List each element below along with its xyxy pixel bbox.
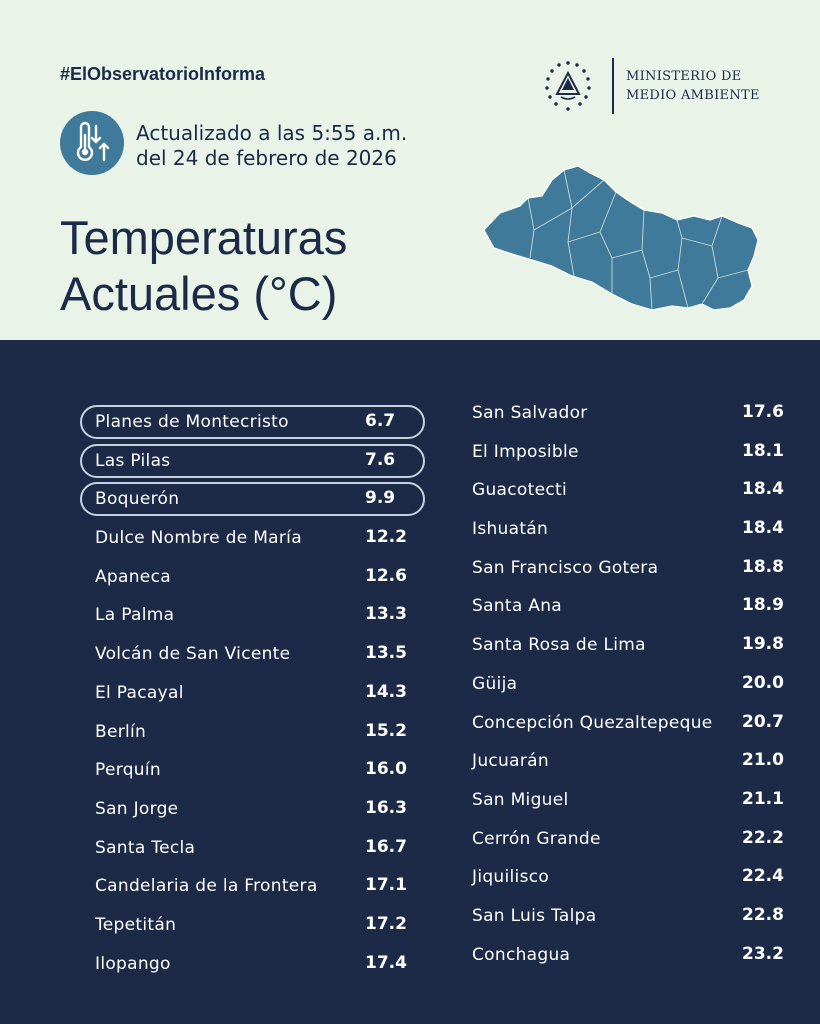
station-row — [460, 866, 795, 908]
station-name: El Pacayal — [95, 682, 184, 703]
station-row — [460, 672, 795, 715]
station-row — [460, 711, 795, 754]
station-name: Tepetitán — [95, 914, 177, 935]
station-temperature: 18.4 — [742, 518, 784, 539]
station-name: Conchagua — [472, 944, 571, 965]
station-row — [80, 753, 425, 792]
station-name: Apaneca — [95, 566, 171, 587]
station-row — [80, 598, 425, 637]
station-temperature: 12.2 — [365, 527, 407, 548]
station-temperature: 12.6 — [365, 565, 407, 586]
station-temperature: 18.4 — [742, 479, 784, 500]
stations-list-left — [80, 405, 425, 985]
station-temperature: 19.8 — [742, 634, 784, 655]
station-temperature: 18.9 — [742, 595, 784, 616]
header-panel — [0, 0, 820, 340]
station-temperature: 17.4 — [365, 952, 407, 973]
station-row — [80, 676, 425, 715]
ministry-name — [626, 67, 760, 105]
station-temperature: 7.6 — [365, 449, 396, 470]
station-name: Berlín — [95, 721, 147, 742]
station-row — [80, 521, 425, 560]
station-row — [460, 402, 795, 444]
update-timestamp — [136, 121, 407, 171]
station-row — [80, 831, 425, 870]
station-temperature: 16.7 — [365, 836, 407, 857]
station-row — [80, 560, 425, 599]
station-temperature: 14.3 — [365, 681, 407, 702]
station-row — [80, 869, 425, 908]
station-row — [460, 556, 795, 599]
station-temperature: 9.9 — [365, 488, 396, 509]
station-temperature: 6.7 — [365, 411, 396, 431]
station-row — [460, 750, 795, 792]
station-name: San Francisco Gotera — [472, 557, 659, 578]
station-row — [80, 908, 425, 947]
stations-list-right — [460, 402, 795, 985]
station-name: San Salvador — [472, 403, 588, 423]
station-row — [80, 792, 425, 831]
station-temperature: 20.7 — [742, 711, 784, 732]
station-name: Cerrón Grande — [472, 828, 601, 849]
station-temperature: 13.3 — [365, 604, 407, 625]
title-line-1: Temperaturas — [60, 211, 348, 264]
update-time: Actualizado a las 5:55 a.m. — [136, 121, 408, 145]
station-name: Candelaria de la Frontera — [95, 876, 318, 897]
station-name: San Luis Talpa — [472, 905, 597, 926]
ministry-line-2: MEDIO AMBIENTE — [626, 88, 760, 103]
station-temperature: 17.6 — [742, 402, 784, 422]
highlighted-station-row — [80, 405, 425, 439]
station-temperature: 16.3 — [365, 797, 407, 818]
station-row — [460, 788, 795, 831]
station-row — [80, 947, 425, 986]
station-temperature: 16.0 — [365, 759, 407, 780]
station-name: Volcán de San Vicente — [95, 644, 291, 665]
el-salvador-seal-icon — [539, 57, 597, 115]
station-row — [460, 904, 795, 947]
station-temperature: 23.2 — [742, 943, 784, 964]
station-temperature: 18.1 — [742, 440, 784, 461]
station-name: Dulce Nombre de María — [95, 528, 302, 549]
station-row — [460, 634, 795, 676]
title-line-2: Actuales (°C) — [60, 267, 338, 320]
station-name: Santa Rosa de Lima — [472, 635, 646, 656]
station-temperature: 18.8 — [742, 556, 784, 577]
station-name: Planes de Montecristo — [95, 412, 289, 432]
station-name: Jiquilisco — [472, 867, 550, 888]
ministry-line-1: MINISTERIO DE — [626, 69, 742, 84]
station-name: Boquerón — [95, 489, 180, 510]
hashtag: #ElObservatorioInforma — [60, 64, 266, 84]
station-name: San Jorge — [95, 798, 179, 819]
station-temperature: 22.8 — [742, 904, 784, 925]
page-title — [60, 210, 347, 322]
station-name: Ishuatán — [472, 519, 549, 540]
station-name: San Miguel — [472, 789, 569, 810]
el-salvador-map — [482, 158, 762, 316]
update-date: del 24 de febrero de 2026 — [136, 146, 397, 170]
station-name: Santa Ana — [472, 596, 562, 617]
station-name: El Imposible — [472, 441, 579, 462]
highlighted-station-row — [80, 482, 425, 516]
station-temperature: 17.1 — [365, 875, 407, 896]
station-name: Güija — [472, 673, 518, 694]
station-temperature: 22.2 — [742, 827, 784, 848]
station-row — [80, 637, 425, 676]
station-name: Santa Tecla — [95, 837, 196, 858]
station-row — [460, 827, 795, 870]
station-temperature: 17.2 — [365, 913, 407, 934]
highlighted-station-row — [80, 444, 425, 478]
station-temperature: 15.2 — [365, 720, 407, 741]
station-name: Las Pilas — [95, 450, 171, 471]
station-name: Ilopango — [95, 953, 171, 974]
station-row — [80, 715, 425, 754]
station-row — [460, 518, 795, 560]
station-temperature: 21.1 — [742, 788, 784, 809]
station-name: Perquín — [95, 760, 161, 781]
station-row — [460, 595, 795, 637]
station-temperature: 20.0 — [742, 672, 784, 693]
station-name: Jucuarán — [472, 751, 549, 772]
ministry-divider — [612, 58, 614, 114]
station-name: La Palma — [95, 605, 175, 626]
station-row — [460, 479, 795, 521]
station-temperature: 13.5 — [365, 643, 407, 664]
station-row — [460, 440, 795, 483]
station-row — [460, 943, 795, 986]
station-temperature: 22.4 — [742, 866, 784, 887]
station-name: Concepción Quezaltepeque — [472, 712, 713, 733]
station-temperature: 21.0 — [742, 750, 784, 771]
thermometer-arrows-icon — [60, 111, 124, 175]
station-name: Guacotecti — [472, 480, 567, 501]
